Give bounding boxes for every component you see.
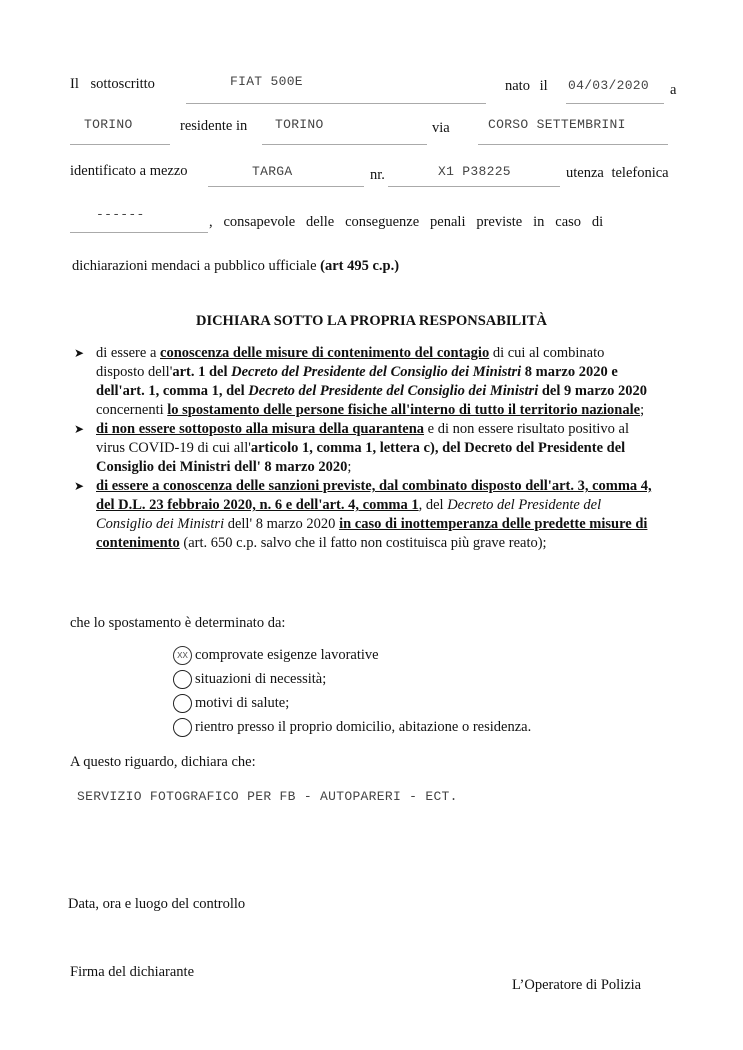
bullet-segment: concernenti	[96, 402, 168, 418]
bullet-segment: del 9 marzo 2020	[538, 383, 647, 399]
residence-field[interactable]: TORINO	[275, 117, 324, 132]
arrow-bullet-icon: ➤	[74, 479, 85, 493]
bullet-text	[96, 478, 652, 551]
name-field[interactable]: FIAT 500E	[230, 74, 303, 89]
radio-icon[interactable]	[173, 694, 192, 713]
label-sottoscritto: Il sottoscritto	[70, 76, 155, 92]
bullet-segment: articolo 1, comma 1, lettera c), del Decreto del Presidente del Consiglio dei Ministri dell' 8 marzo 2020	[96, 440, 626, 475]
bullet-segment: di cui al combinato disposto dell'	[96, 345, 605, 380]
bullet-segment: Decreto del Presidente del Consiglio dei Ministri	[231, 364, 522, 380]
bullet-segment: 8 marzo 2020 e dell'art. 1, comma 1, del	[96, 364, 618, 399]
dichiarazioni-text: dichiarazioni mendaci a pubblico ufficiale	[72, 258, 321, 274]
radio-icon[interactable]	[173, 718, 192, 737]
radio-checked-icon[interactable]: XX	[173, 646, 192, 665]
signature-label: Firma del dichiarante	[70, 964, 195, 980]
id-number-field-underline	[388, 186, 560, 187]
reason-option-lavorative[interactable]	[173, 646, 379, 665]
bullet-segment: di essere a conoscenza delle sanzioni previste, dal combinato disposto dell'art. 3, comma 4, del D.L. 23 febbraio 2020, n. 6 e dell'art. 4, comma 1	[96, 478, 652, 513]
id-number-field[interactable]: X1 P38225	[438, 164, 511, 179]
bullet-item	[74, 344, 654, 420]
label-nato-il: nato il	[505, 78, 548, 94]
birthdate-field[interactable]: 04/03/2020	[568, 78, 650, 93]
phone-field-underline	[70, 232, 208, 233]
bullet-segment: ;	[640, 402, 645, 418]
statement-label: A questo riguardo, dichiara che:	[70, 754, 256, 770]
bullet-segment: dell' 8 marzo 2020	[224, 516, 340, 532]
birthdate-field-underline	[566, 103, 664, 104]
id-type-field-underline	[208, 186, 364, 187]
bullet-segment: e di non essere risultato positivo al virus COVID-19 di cui all'	[96, 421, 630, 456]
dichiarazioni-mendaci-text	[72, 258, 399, 275]
bullet-segment: di essere a	[96, 345, 161, 361]
bullet-segment: conoscenza delle misure di contenimento del contagio	[160, 345, 490, 361]
bullet-segment: Decreto del Presidente del Consiglio dei Ministri	[96, 497, 602, 532]
label-a: a	[670, 82, 677, 98]
reason-option-label: situazioni di necessità;	[195, 671, 327, 687]
bullet-item	[74, 420, 654, 477]
bullet-segment: ;	[347, 459, 352, 475]
bullet-segment: Decreto del Presidente del Consiglio dei Ministri	[248, 383, 539, 399]
reason-option-label: comprovate esigenze lavorative	[195, 647, 379, 663]
bullet-item	[74, 477, 654, 553]
declaration-title: DICHIARA SOTTO LA PROPRIA RESPONSABILITÀ	[195, 313, 548, 329]
reason-option-rientro[interactable]	[173, 718, 531, 737]
declaration-bullets	[74, 344, 654, 553]
label-nr: nr.	[370, 167, 385, 183]
birthplace-field-underline	[70, 144, 170, 145]
officer-label: L’Operatore di Polizia	[512, 977, 642, 993]
reason-option-salute[interactable]	[173, 694, 289, 713]
arrow-bullet-icon: ➤	[74, 346, 85, 360]
bullet-segment: in caso di inottemperanza delle predette misure di contenimento	[96, 516, 648, 551]
label-via: via	[432, 120, 450, 136]
art-495-text: (art 495 c.p.)	[320, 258, 400, 274]
name-field-underline	[186, 103, 486, 104]
bullet-segment: lo spostamento delle persone fisiche all'interno di tutto il territorio nazionale	[167, 402, 641, 418]
bullet-segment: , del	[418, 497, 448, 513]
reason-option-label: rientro presso il proprio domicilio, abitazione o residenza.	[195, 719, 532, 735]
radio-icon[interactable]	[173, 670, 192, 689]
bullet-segment: di non essere sottoposto alla misura della quarantena	[96, 421, 425, 437]
street-field-underline	[478, 144, 668, 145]
bullet-text	[96, 345, 647, 418]
control-date-label: Data, ora e luogo del controllo	[68, 896, 246, 912]
id-type-field[interactable]: TARGA	[252, 164, 293, 179]
bullet-segment: art. 1 del	[172, 364, 232, 380]
bullet-segment: (art. 650 c.p. salvo che il fatto non costituisca più grave reato);	[179, 535, 547, 551]
consapevole-text: , consapevole delle conseguenze penali previste in caso di	[209, 214, 604, 230]
reason-label: che lo spostamento è determinato da:	[70, 615, 286, 631]
phone-field[interactable]: ------	[96, 207, 145, 222]
birthplace-field[interactable]: TORINO	[84, 117, 133, 132]
label-utenza-telefonica: utenza telefonica	[566, 165, 669, 181]
label-residente-in: residente in	[180, 118, 248, 134]
residence-field-underline	[262, 144, 427, 145]
reason-option-necessita[interactable]	[173, 670, 326, 689]
label-identificato: identificato a mezzo	[70, 163, 188, 179]
reason-option-label: motivi di salute;	[195, 695, 290, 711]
street-field[interactable]: CORSO SETTEMBRINI	[488, 117, 626, 132]
bullet-text	[96, 421, 629, 475]
arrow-bullet-icon: ➤	[74, 422, 85, 436]
statement-field[interactable]: SERVIZIO FOTOGRAFICO PER FB - AUTOPARERI - ECT.	[77, 789, 458, 804]
